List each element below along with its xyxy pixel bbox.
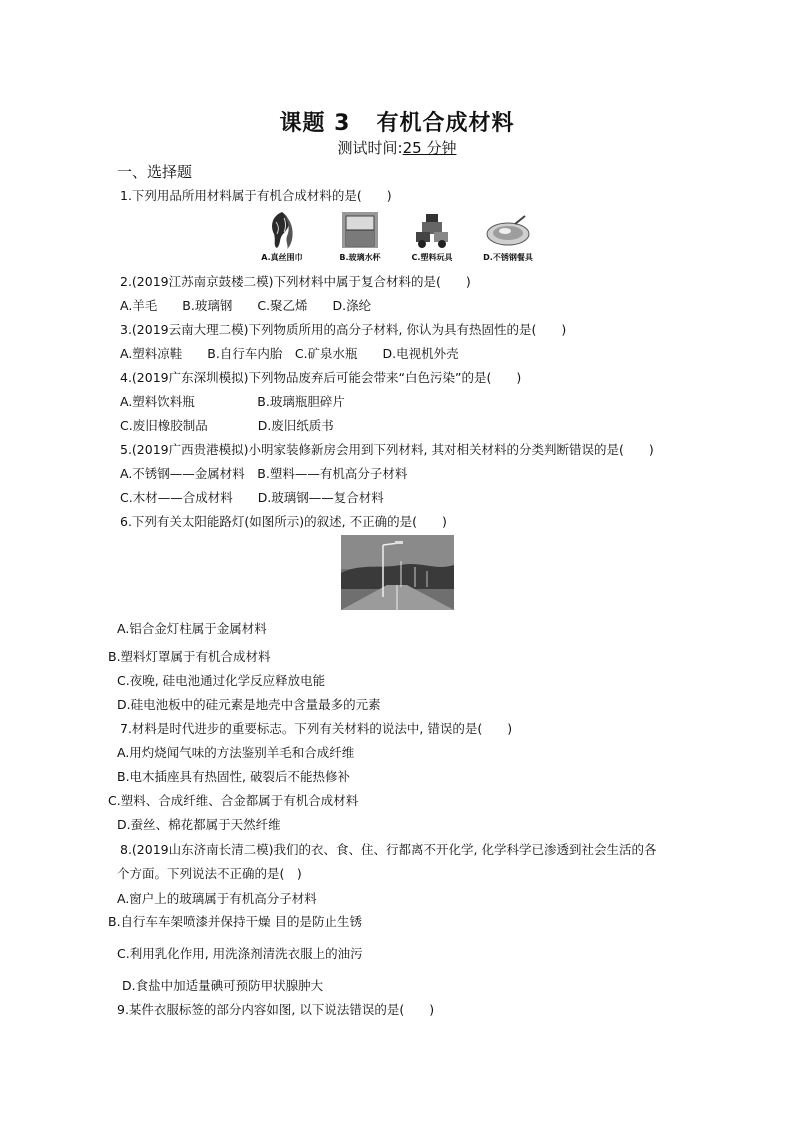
question-5-options-cd: C.木材——合成材料 D.玻璃钢——复合材料 bbox=[120, 490, 384, 505]
question-5-options-ab: A.不锈钢——金属材料 B.塑料——有机高分子材料 bbox=[120, 466, 408, 481]
question-1-stem: 1.下列用品所用材料属于有机合成材料的是( ) bbox=[120, 188, 392, 203]
test-time bbox=[0, 137, 794, 158]
stainless-dish-image: D.不锈钢餐具 bbox=[482, 210, 534, 263]
question-6-option-a: A.铝合金灯柱属于金属材料 bbox=[117, 621, 267, 636]
stainless-dish-icon bbox=[485, 210, 531, 250]
question-7-option-c: C.塑料、合成纤维、合金都属于有机合成材料 bbox=[108, 793, 359, 808]
plastic-toy-image: C.塑料玩具 bbox=[406, 210, 458, 263]
lesson-number: 课题 3 bbox=[279, 111, 351, 136]
question-7-option-d: D.蚕丝、棉花都属于天然纤维 bbox=[117, 817, 281, 832]
question-4-options-ab: A.塑料饮料瓶 B.玻璃瓶胆碎片 bbox=[120, 394, 345, 409]
question-4-stem: 4.(2019广东深圳模拟)下列物品废弃后可能会带来“白色污染”的是( ) bbox=[120, 370, 522, 385]
question-8-option-d: D.食盐中加适量碘可预防甲状腺肿大 bbox=[122, 978, 324, 993]
solar-street-light-image bbox=[341, 535, 454, 610]
glass-cup-image: B.玻璃水杯 bbox=[334, 210, 386, 263]
section-heading: 一、选择题 bbox=[117, 163, 193, 181]
silk-scarf-image: A.真丝围巾 bbox=[256, 210, 308, 263]
question-8-option-b: B.自行车车架喷漆并保持干燥 目的是防止生锈 bbox=[108, 914, 363, 929]
question-6-option-b: B.塑料灯罩属于有机合成材料 bbox=[108, 649, 271, 664]
question-2-options: A.羊毛 B.玻璃钢 C.聚乙烯 D.涤纶 bbox=[120, 298, 372, 313]
question-6-option-d: D.硅电池板中的硅元素是地壳中含量最多的元素 bbox=[117, 697, 381, 712]
question-8-option-a: A.窗户上的玻璃属于有机高分子材料 bbox=[117, 891, 317, 906]
question-7-option-b: B.电木插座具有热固性, 破裂后不能热修补 bbox=[117, 769, 350, 784]
page-title bbox=[0, 106, 794, 137]
question-6-option-c: C.夜晚, 硅电池通过化学反应释放电能 bbox=[117, 673, 326, 688]
glass-cup-icon bbox=[340, 210, 380, 250]
question-6-stem: 6.下列有关太阳能路灯(如图所示)的叙述, 不正确的是( ) bbox=[120, 514, 447, 529]
silk-scarf-icon bbox=[267, 210, 297, 250]
question-1-images bbox=[256, 210, 546, 266]
question-3-options: A.塑料凉鞋 B.自行车内胎 C.矿泉水瓶 D.电视机外壳 bbox=[120, 346, 459, 361]
test-time-label: 测试时间: bbox=[337, 139, 403, 157]
question-4-options-cd: C.废旧橡胶制品 D.废旧纸质书 bbox=[120, 418, 334, 433]
lesson-name: 有机合成材料 bbox=[376, 111, 515, 136]
plastic-toy-icon bbox=[412, 210, 452, 250]
question-2-stem: 2.(2019江苏南京鼓楼二模)下列材料中属于复合材料的是( ) bbox=[120, 274, 471, 289]
question-5-stem: 5.(2019广西贵港模拟)小明家装修新房会用到下列材料, 其对相关材料的分类判断错误的是( ) bbox=[120, 442, 654, 457]
question-7-option-a: A.用灼烧闻气味的方法鉴别羊毛和合成纤维 bbox=[117, 745, 355, 760]
question-8-option-c: C.利用乳化作用, 用洗涤剂清洗衣服上的油污 bbox=[117, 946, 363, 961]
question-8-stem-line-2: 个方面。下列说法不正确的是( ) bbox=[117, 866, 302, 881]
question-8-stem-line-1: 8.(2019山东济南长清二模)我们的衣、食、住、行都离不开化学, 化学科学已渗透到社会生活的各 bbox=[120, 842, 657, 857]
question-9-stem: 9.某件衣服标签的部分内容如图, 以下说法错误的是( ) bbox=[117, 1002, 435, 1017]
question-7-stem: 7.材料是时代进步的重要标志。下列有关材料的说法中, 错误的是( ) bbox=[120, 721, 513, 736]
test-time-value: 25 分钟 bbox=[402, 139, 457, 157]
solar-street-light-icon bbox=[341, 535, 454, 610]
question-3-stem: 3.(2019云南大理二模)下列物质所用的高分子材料, 你认为具有热固性的是( ) bbox=[120, 322, 567, 337]
